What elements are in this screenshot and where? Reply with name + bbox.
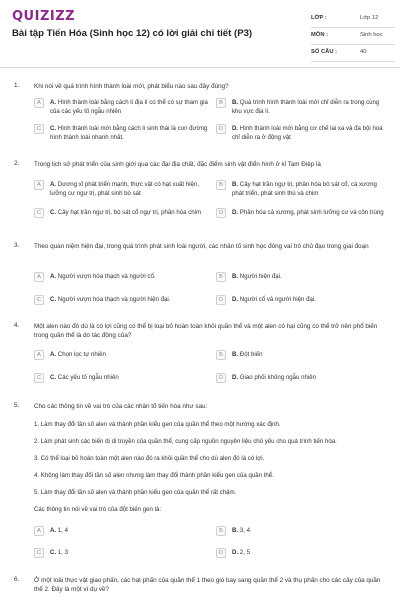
option-text: Các yếu tố ngẫu nhiên [57, 374, 119, 381]
option-label: D. [232, 209, 239, 216]
option-text: Hình thành loài mới bằng cơ chế lai xa và đa bội hoá chỉ diễn ra ở động vật [232, 125, 383, 141]
meta-grade [311, 11, 395, 28]
statement-2: 2. Làm phát sinh các biến dị di truyền của quần thể, cung cấp nguồn nguyên liệu chủ yếu cho quá trình tiến hóa. [34, 438, 337, 445]
option-text: Hình thành loài mới bằng cách li sinh thái là con đường hình thành loài nhanh nhất. [50, 125, 208, 141]
option-text: Người vượn hóa thạch và người hiện đại. [57, 296, 171, 303]
option-letter-box: A [34, 98, 44, 108]
meta-value: Sinh học [360, 32, 383, 38]
meta-key: LỚP : [311, 15, 327, 21]
option-text: Chọn lọc tự nhiên [57, 351, 106, 358]
option-letter-box: B [216, 526, 226, 536]
option-label: D. [232, 549, 239, 556]
question-text: Một alen nào đó dù là có lợi cũng có thể bị loại bỏ hoàn toàn khỏi quần thể và một alen có hại cũng có thể trở nên phổ biến trong quần thể là do tác động của? [34, 323, 378, 340]
statement-3: 3. Có thể loại bỏ hoàn toàn một alen nào đó ra khỏi quần thể cho dù alen đó là có lợi. [34, 455, 265, 462]
meta-subject [311, 28, 395, 45]
meta-key: MÔN : [311, 32, 329, 38]
option-text: 3, 4 [239, 527, 250, 534]
option-text: Người cổ và người hiện đại. [239, 296, 316, 303]
option-label: B. [232, 351, 239, 358]
statement-5: 5. Làm thay đổi tần số alen và thành phần kiểu gen của quần thể rất chậm. [34, 489, 237, 496]
quizizz-logo: QUIZIZZ [12, 9, 76, 24]
option-text: Cây hạt trần ngự trị, phân hóa bò sát cổ, cá xương phát triển, phát sinh thú và chim [232, 181, 377, 197]
option-label: C. [50, 209, 57, 216]
question-prompt: Các thông tin nói về vai trò của đột biến gen là: [34, 506, 162, 513]
question-number: 4. [14, 322, 20, 329]
worksheet-header [0, 0, 400, 68]
option-letter-box: A [34, 272, 44, 282]
question-text: Cho các thông tin về vai trò của các nhân tố tiến hóa như sau: [34, 403, 208, 410]
meta-key: SỐ CÂU : [311, 49, 338, 55]
option-text: Cây hạt trần ngự trị, bò sát cổ ngự trị, phân hóa chim [57, 209, 202, 216]
option-label: D. [232, 125, 239, 132]
option-letter-box: D [216, 124, 226, 134]
option-label: C. [50, 549, 57, 556]
option-text: Người vượn hóa thạch và người cổ. [57, 273, 156, 280]
question-text: Theo quan niệm hiện đại, trong quá trình phát sinh loài người, các nhân tố sinh học đóng vai trò chủ đạo trong giai đoạn [34, 243, 369, 250]
option-text: Dương xỉ phát triển mạnh, thực vật có hạt xuất hiện, lưỡng cư ngự trị, phát sinh bò sát [50, 181, 200, 197]
option-label: B. [232, 99, 239, 106]
option-label: C. [50, 374, 57, 381]
option-letter-box: D [216, 295, 226, 305]
option-letter-box: A [34, 350, 44, 360]
option-letter-box: C [34, 373, 44, 383]
option-label: A. [50, 527, 57, 534]
worksheet-title: Bài tập Tiến Hóa (Sinh học 12) có lời giải chi tiết (P3) [12, 28, 253, 39]
option-letter-box: C [34, 295, 44, 305]
option-text: Đột biến [239, 351, 263, 358]
question-number: 6. [14, 576, 20, 583]
worksheet-meta [311, 11, 395, 62]
option-letter-box: C [34, 548, 44, 558]
option-letter-box: D [216, 373, 226, 383]
question-number: 1. [14, 82, 20, 89]
question-text: Khi nói về quá trình hình thành loài mới, phát biểu nào sau đây đúng? [34, 83, 229, 90]
option-text: Quá trình hình thành loài mới chỉ diễn ra trong cùng khu vực địa lí. [232, 99, 380, 115]
option-text: 1, 3 [57, 549, 68, 556]
statement-4: 4. Không làm thay đổi tần số alen nhưng làm thay đổi thành phần kiểu gen của quần thể. [34, 472, 274, 479]
option-label: B. [232, 181, 239, 188]
option-label: A. [50, 273, 57, 280]
option-text: 1, 4 [57, 527, 68, 534]
option-label: D. [232, 374, 239, 381]
option-label: A. [50, 181, 57, 188]
option-label: B. [232, 273, 239, 280]
option-label: A. [50, 351, 57, 358]
meta-value: 40 [360, 49, 367, 55]
option-letter-box: C [34, 208, 44, 218]
option-label: C. [50, 296, 57, 303]
option-text: Phân hóa cá xương, phát sinh lưỡng cư và côn trùng [239, 209, 384, 216]
option-letter-box: A [34, 526, 44, 536]
option-letter-box: D [216, 208, 226, 218]
option-letter-box: B [216, 350, 226, 360]
option-label: D. [232, 296, 239, 303]
option-text: Người hiện đại. [239, 273, 282, 280]
statement-1: 1. Làm thay đổi tần số alen và thành phần kiểu gen của quần thể theo một hướng xác định. [34, 421, 281, 428]
option-label: C. [50, 125, 57, 132]
question-number: 3. [14, 242, 20, 249]
meta-value: Lớp 12 [360, 15, 379, 21]
option-letter-box: B [216, 180, 226, 190]
option-text: Hình thành loài bằng cách li địa lí có thể có sự tham gia của các yếu tố ngẫu nhiên [50, 99, 208, 115]
option-letter-box: B [216, 98, 226, 108]
option-label: B. [232, 527, 239, 534]
question-number: 5. [14, 402, 20, 409]
meta-question-count [311, 45, 395, 62]
option-letter-box: B [216, 272, 226, 282]
option-text: 2, 5 [239, 549, 250, 556]
option-label: A. [50, 99, 57, 106]
question-text: Trong lịch sử phát triển của sinh giới qua các đại địa chất, đặc điểm sinh vật điển hình ở kỉ Tam Điệp là [34, 161, 321, 168]
option-text: Giao phối không ngẫu nhiên [239, 374, 317, 381]
question-number: 2. [14, 160, 20, 167]
option-letter-box: A [34, 180, 44, 190]
option-letter-box: C [34, 124, 44, 134]
question-text: Ở một loài thực vật giao phấn, các hạt phấn của quần thể 1 theo gió bay sang quần thể 2 và thụ phấn cho các cây của quần thể 2. Đây là một ví dụ về? [34, 577, 381, 594]
option-letter-box: D [216, 548, 226, 558]
